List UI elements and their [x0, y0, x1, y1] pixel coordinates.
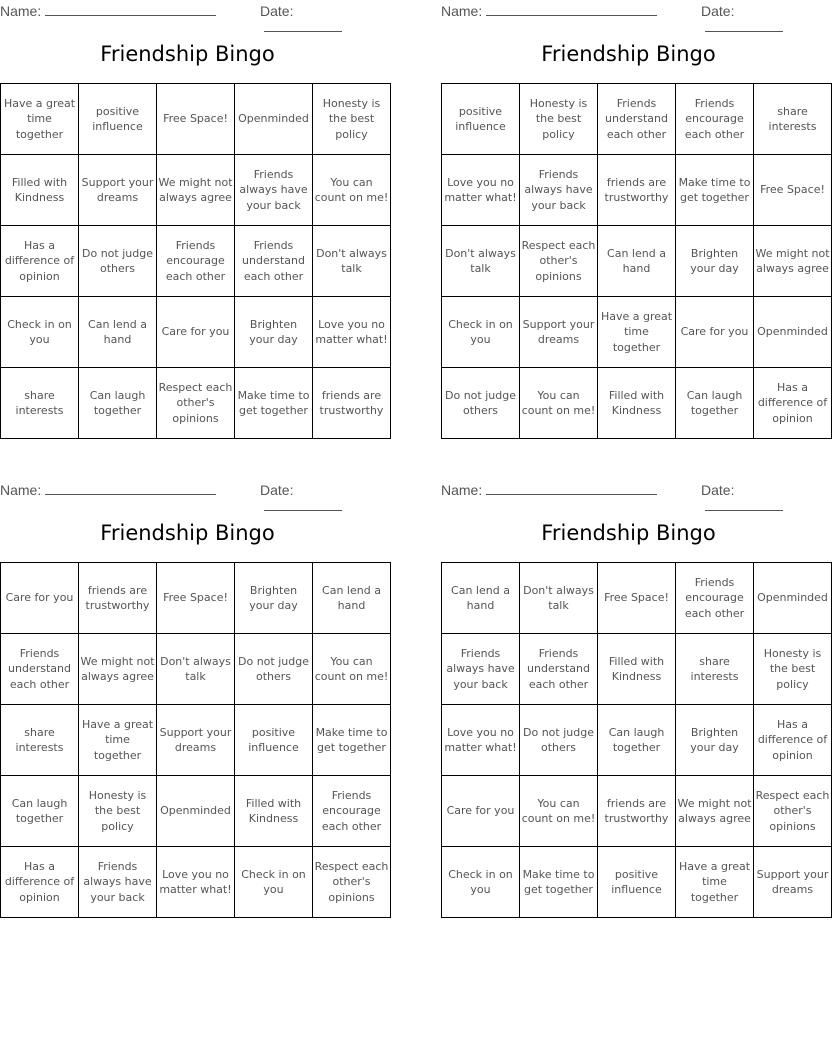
- bingo-row: [442, 776, 832, 847]
- bingo-cell: Love you no matter what!: [442, 705, 520, 776]
- bingo-cell: positive influence: [598, 847, 676, 918]
- bingo-cell: Friends always have your back: [79, 847, 157, 918]
- bingo-row: [1, 155, 391, 226]
- bingo-cell: friends are trustworthy: [313, 368, 391, 439]
- bingo-cell: Love you no matter what!: [313, 297, 391, 368]
- bingo-cell: share interests: [754, 84, 832, 155]
- bingo-cell: Do not judge others: [520, 705, 598, 776]
- bingo-cell: Has a difference of opinion: [754, 368, 832, 439]
- bingo-cell: Has a difference of opinion: [1, 847, 79, 918]
- bingo-cell: Filled with Kindness: [598, 368, 676, 439]
- bingo-cell: Friends understand each other: [598, 84, 676, 155]
- bingo-cell: Do not judge others: [79, 226, 157, 297]
- bingo-cell: friends are trustworthy: [598, 155, 676, 226]
- bingo-cell: We might not always agree: [754, 226, 832, 297]
- free-space-cell: Free Space!: [754, 155, 832, 226]
- bingo-cell: Support your dreams: [520, 297, 598, 368]
- bingo-cell: Friends encourage each other: [157, 226, 235, 297]
- bingo-cell: Check in on you: [1, 297, 79, 368]
- bingo-cell: friends are trustworthy: [79, 563, 157, 634]
- card-title: Friendship Bingo: [541, 42, 716, 66]
- bingo-cell: Friends understand each other: [235, 226, 313, 297]
- card-header: [0, 479, 375, 501]
- bingo-row: [1, 563, 391, 634]
- bingo-grid: [441, 562, 832, 918]
- name-blank-line: [45, 482, 216, 495]
- bingo-cell: Brighten your day: [235, 563, 313, 634]
- name-blank-line: [486, 3, 657, 16]
- date-label: Date:: [260, 482, 294, 498]
- bingo-row: [442, 84, 832, 155]
- bingo-cell: Openminded: [754, 563, 832, 634]
- bingo-cell: Honesty is the best policy: [79, 776, 157, 847]
- bingo-row: [442, 563, 832, 634]
- bingo-row: [1, 634, 391, 705]
- bingo-row: [1, 776, 391, 847]
- bingo-row: [442, 226, 832, 297]
- bingo-cell: Can laugh together: [676, 368, 754, 439]
- bingo-cell: Make time to get together: [313, 705, 391, 776]
- bingo-cell: Has a difference of opinion: [754, 705, 832, 776]
- bingo-cell: Have a great time together: [598, 297, 676, 368]
- date-blank-line: [264, 498, 342, 511]
- bingo-cell: Has a difference of opinion: [1, 226, 79, 297]
- bingo-cell: Friends encourage each other: [676, 563, 754, 634]
- bingo-row: [442, 297, 832, 368]
- bingo-cell: We might not always agree: [676, 776, 754, 847]
- bingo-cell: Care for you: [442, 776, 520, 847]
- bingo-cell: positive influence: [442, 84, 520, 155]
- bingo-cell: Can laugh together: [79, 368, 157, 439]
- bingo-cell: Care for you: [676, 297, 754, 368]
- bingo-cell: Friends encourage each other: [313, 776, 391, 847]
- date-blank-line: [264, 19, 342, 32]
- bingo-grid: [0, 562, 391, 918]
- bingo-cell: Have a great time together: [676, 847, 754, 918]
- bingo-row: [1, 84, 391, 155]
- bingo-cell: You can count on me!: [313, 155, 391, 226]
- card-title: Friendship Bingo: [541, 521, 716, 545]
- bingo-cell: Don't always talk: [157, 634, 235, 705]
- name-label: Name:: [441, 482, 483, 498]
- bingo-cell: Friends always have your back: [235, 155, 313, 226]
- bingo-cell: Brighten your day: [235, 297, 313, 368]
- card-title: Friendship Bingo: [100, 521, 275, 545]
- bingo-grid: [441, 83, 832, 439]
- bingo-cell: Have a great time together: [1, 84, 79, 155]
- bingo-cell: Check in on you: [235, 847, 313, 918]
- date-label: Date:: [701, 482, 735, 498]
- bingo-cell: Make time to get together: [676, 155, 754, 226]
- bingo-cell: Filled with Kindness: [1, 155, 79, 226]
- bingo-cell: Friends always have your back: [520, 155, 598, 226]
- bingo-cell: Check in on you: [442, 847, 520, 918]
- bingo-cell: Don't always talk: [442, 226, 520, 297]
- bingo-cell: Can lend a hand: [598, 226, 676, 297]
- bingo-cell: Care for you: [1, 563, 79, 634]
- bingo-row: [1, 297, 391, 368]
- bingo-cell: Can laugh together: [1, 776, 79, 847]
- bingo-cell: Support your dreams: [754, 847, 832, 918]
- bingo-cell: Do not judge others: [442, 368, 520, 439]
- free-space-cell: Free Space!: [157, 563, 235, 634]
- bingo-cell: Can laugh together: [598, 705, 676, 776]
- bingo-cell: We might not always agree: [157, 155, 235, 226]
- bingo-cell: Make time to get together: [520, 847, 598, 918]
- bingo-cell: Support your dreams: [79, 155, 157, 226]
- free-space-cell: Free Space!: [157, 84, 235, 155]
- bingo-cell: Don't always talk: [313, 226, 391, 297]
- bingo-cell: Can lend a hand: [313, 563, 391, 634]
- bingo-cell: Honesty is the best policy: [754, 634, 832, 705]
- card-title: Friendship Bingo: [100, 42, 275, 66]
- date-label: Date:: [701, 3, 735, 19]
- bingo-cell: Care for you: [157, 297, 235, 368]
- bingo-cell: Love you no matter what!: [157, 847, 235, 918]
- bingo-cell: Respect each other's opinions: [520, 226, 598, 297]
- bingo-cell: Can lend a hand: [79, 297, 157, 368]
- bingo-cell: share interests: [1, 368, 79, 439]
- bingo-cell: You can count on me!: [520, 368, 598, 439]
- bingo-cell: share interests: [1, 705, 79, 776]
- bingo-cell: Respect each other's opinions: [754, 776, 832, 847]
- card-header: [0, 0, 375, 22]
- bingo-cell: Respect each other's opinions: [313, 847, 391, 918]
- bingo-cell: Love you no matter what!: [442, 155, 520, 226]
- bingo-cell: Filled with Kindness: [598, 634, 676, 705]
- name-label: Name:: [0, 3, 42, 19]
- date-blank-line: [705, 19, 783, 32]
- bingo-cell: Do not judge others: [235, 634, 313, 705]
- name-label: Name:: [0, 482, 42, 498]
- bingo-cell: Support your dreams: [157, 705, 235, 776]
- bingo-cell: Don't always talk: [520, 563, 598, 634]
- name-label: Name:: [441, 3, 483, 19]
- bingo-cell: Filled with Kindness: [235, 776, 313, 847]
- bingo-row: [1, 226, 391, 297]
- bingo-cell: Openminded: [235, 84, 313, 155]
- bingo-cell: Make time to get together: [235, 368, 313, 439]
- bingo-cell: Check in on you: [442, 297, 520, 368]
- bingo-grid: [0, 83, 391, 439]
- bingo-cell: Friends understand each other: [1, 634, 79, 705]
- card-header: [441, 479, 816, 501]
- bingo-cell: You can count on me!: [520, 776, 598, 847]
- bingo-cell: Have a great time together: [79, 705, 157, 776]
- bingo-cell: We might not always agree: [79, 634, 157, 705]
- bingo-cell: Friends understand each other: [520, 634, 598, 705]
- bingo-row: [1, 847, 391, 918]
- bingo-cell: Respect each other's opinions: [157, 368, 235, 439]
- bingo-cell: You can count on me!: [313, 634, 391, 705]
- bingo-cell: Can lend a hand: [442, 563, 520, 634]
- bingo-row: [442, 155, 832, 226]
- bingo-cell: Brighten your day: [676, 705, 754, 776]
- bingo-row: [1, 368, 391, 439]
- name-blank-line: [486, 482, 657, 495]
- bingo-cell: share interests: [676, 634, 754, 705]
- bingo-row: [442, 705, 832, 776]
- bingo-cell: Honesty is the best policy: [520, 84, 598, 155]
- bingo-row: [442, 847, 832, 918]
- free-space-cell: Free Space!: [598, 563, 676, 634]
- card-header: [441, 0, 816, 22]
- date-label: Date:: [260, 3, 294, 19]
- bingo-cell: Friends encourage each other: [676, 84, 754, 155]
- bingo-cell: positive influence: [235, 705, 313, 776]
- date-blank-line: [705, 498, 783, 511]
- bingo-cell: positive influence: [79, 84, 157, 155]
- bingo-cell: Honesty is the best policy: [313, 84, 391, 155]
- bingo-row: [1, 705, 391, 776]
- bingo-cell: friends are trustworthy: [598, 776, 676, 847]
- bingo-row: [442, 368, 832, 439]
- bingo-cell: Brighten your day: [676, 226, 754, 297]
- bingo-cell: Friends always have your back: [442, 634, 520, 705]
- bingo-row: [442, 634, 832, 705]
- bingo-cell: Openminded: [157, 776, 235, 847]
- name-blank-line: [45, 3, 216, 16]
- bingo-cell: Openminded: [754, 297, 832, 368]
